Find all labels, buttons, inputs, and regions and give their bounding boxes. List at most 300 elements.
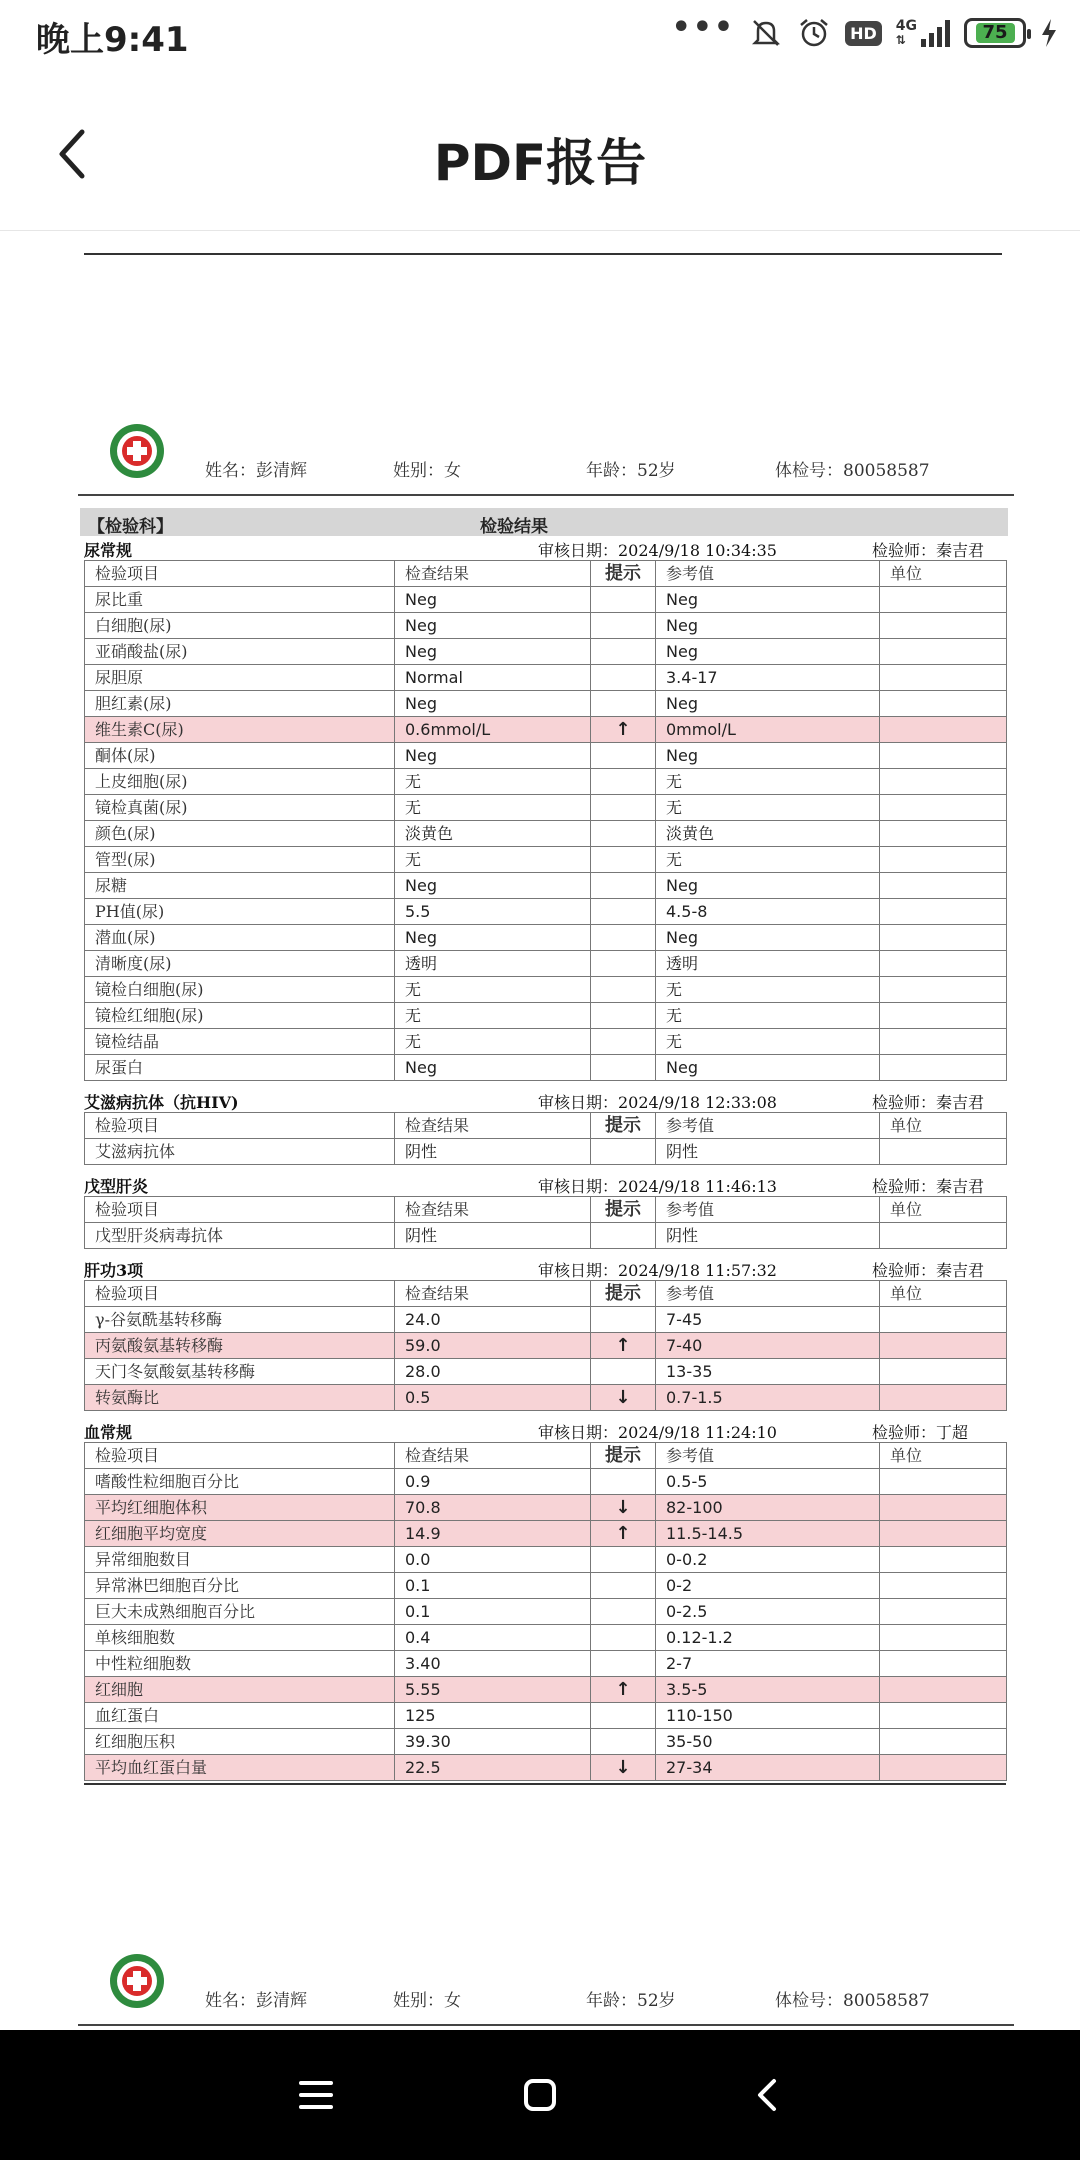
flag-cell bbox=[591, 665, 656, 691]
reference-cell: Neg bbox=[656, 587, 880, 613]
item-name-cell: 镜检结晶 bbox=[85, 1029, 395, 1055]
result-cell: 24.0 bbox=[395, 1307, 591, 1333]
technician: 检验师：秦吉君 bbox=[872, 1177, 985, 1196]
reference-cell: 阴性 bbox=[656, 1223, 880, 1249]
flag-cell bbox=[591, 1703, 656, 1729]
table-row bbox=[85, 1385, 1007, 1411]
unit-cell bbox=[880, 743, 1007, 769]
reference-cell: Neg bbox=[656, 639, 880, 665]
flag-cell bbox=[591, 639, 656, 665]
unit-cell bbox=[880, 925, 1007, 951]
patient-age: 年龄：52岁 bbox=[586, 461, 676, 481]
table-row bbox=[85, 1703, 1007, 1729]
result-cell: 22.5 bbox=[395, 1755, 591, 1781]
item-name-cell: 单核细胞数 bbox=[85, 1625, 395, 1651]
reference-cell: 阴性 bbox=[656, 1139, 880, 1165]
reference-cell: 0mmol/L bbox=[656, 717, 880, 743]
table-row bbox=[85, 1755, 1007, 1781]
table-row bbox=[85, 1573, 1007, 1599]
unit-cell bbox=[880, 1625, 1007, 1651]
item-name-cell: 红细胞压积 bbox=[85, 1729, 395, 1755]
home-button[interactable] bbox=[510, 2065, 570, 2125]
unit-cell bbox=[880, 691, 1007, 717]
reference-cell: 11.5-14.5 bbox=[656, 1521, 880, 1547]
reference-cell: 0.7-1.5 bbox=[656, 1385, 880, 1411]
reference-cell: 3.5-5 bbox=[656, 1677, 880, 1703]
app-header bbox=[0, 66, 1080, 231]
reference-cell: 3.4-17 bbox=[656, 665, 880, 691]
flag-cell bbox=[591, 821, 656, 847]
column-header: 参考值 bbox=[656, 561, 880, 587]
unit-cell bbox=[880, 1469, 1007, 1495]
item-name-cell: 尿胆原 bbox=[85, 665, 395, 691]
flag-cell bbox=[591, 691, 656, 717]
result-cell: 70.8 bbox=[395, 1495, 591, 1521]
home-square-icon bbox=[510, 2065, 570, 2125]
result-cell: Neg bbox=[395, 743, 591, 769]
results-table bbox=[84, 1196, 1007, 1249]
unit-cell bbox=[880, 1307, 1007, 1333]
battery-icon bbox=[964, 18, 1026, 48]
result-cell: 0.0 bbox=[395, 1547, 591, 1573]
unit-cell bbox=[880, 1139, 1007, 1165]
flag-cell: ↓ bbox=[591, 1755, 656, 1781]
table-row bbox=[85, 1625, 1007, 1651]
result-cell: 0.9 bbox=[395, 1469, 591, 1495]
item-name-cell: 天门冬氨酸氨基转移酶 bbox=[85, 1359, 395, 1385]
department-band bbox=[80, 508, 1008, 536]
reference-cell: 13-35 bbox=[656, 1359, 880, 1385]
column-header: 参考值 bbox=[656, 1113, 880, 1139]
column-header: 检查结果 bbox=[395, 1281, 591, 1307]
result-cell: 无 bbox=[395, 1003, 591, 1029]
results-table bbox=[84, 1112, 1007, 1165]
result-cell: 无 bbox=[395, 769, 591, 795]
section-title: 戊型肝炎 bbox=[84, 1177, 149, 1196]
table-header-row bbox=[85, 1113, 1007, 1139]
item-name-cell: 颜色(尿) bbox=[85, 821, 395, 847]
unit-cell bbox=[880, 587, 1007, 613]
result-cell: 5.5 bbox=[395, 899, 591, 925]
item-name-cell: PH值(尿) bbox=[85, 899, 395, 925]
table-row bbox=[85, 1599, 1007, 1625]
flag-cell bbox=[591, 795, 656, 821]
flag-cell bbox=[591, 1469, 656, 1495]
table-row bbox=[85, 587, 1007, 613]
item-name-cell: 镜检真菌(尿) bbox=[85, 795, 395, 821]
flag-cell bbox=[591, 613, 656, 639]
unit-cell bbox=[880, 1029, 1007, 1055]
item-name-cell: 戊型肝炎病毒抗体 bbox=[85, 1223, 395, 1249]
table-row bbox=[85, 899, 1007, 925]
item-name-cell: 巨大未成熟细胞百分比 bbox=[85, 1599, 395, 1625]
pdf-report-view[interactable] bbox=[0, 231, 1080, 2030]
unit-cell bbox=[880, 951, 1007, 977]
table-row bbox=[85, 1359, 1007, 1385]
patient-age: 年龄：52岁 bbox=[586, 1991, 676, 2011]
reference-cell: 无 bbox=[656, 847, 880, 873]
flag-cell: ↑ bbox=[591, 1333, 656, 1359]
flag-cell bbox=[591, 1359, 656, 1385]
unit-cell bbox=[880, 1223, 1007, 1249]
reference-cell: 4.5-8 bbox=[656, 899, 880, 925]
reference-cell: Neg bbox=[656, 925, 880, 951]
patient-name: 姓名：彭清辉 bbox=[205, 1991, 307, 2011]
mute-icon bbox=[749, 16, 783, 50]
patient-info-bar-next-page bbox=[78, 1946, 1014, 2026]
item-name-cell: 上皮细胞(尿) bbox=[85, 769, 395, 795]
result-cell: 无 bbox=[395, 1029, 591, 1055]
item-name-cell: 管型(尿) bbox=[85, 847, 395, 873]
item-name-cell: 平均血红蛋白量 bbox=[85, 1755, 395, 1781]
flag-cell bbox=[591, 873, 656, 899]
result-cell: 39.30 bbox=[395, 1729, 591, 1755]
table-row bbox=[85, 873, 1007, 899]
flag-cell bbox=[591, 1003, 656, 1029]
column-header: 提示 bbox=[591, 1113, 656, 1139]
column-header: 提示 bbox=[591, 561, 656, 587]
result-cell: 0.1 bbox=[395, 1573, 591, 1599]
reference-cell: 0-2 bbox=[656, 1573, 880, 1599]
table-row bbox=[85, 1651, 1007, 1677]
unit-cell bbox=[880, 977, 1007, 1003]
table-row bbox=[85, 691, 1007, 717]
hospital-logo-icon bbox=[108, 422, 166, 480]
table-row bbox=[85, 1729, 1007, 1755]
unit-cell bbox=[880, 1495, 1007, 1521]
table-row bbox=[85, 847, 1007, 873]
reference-cell: 无 bbox=[656, 769, 880, 795]
flag-cell bbox=[591, 1055, 656, 1081]
unit-cell bbox=[880, 717, 1007, 743]
reference-cell: 无 bbox=[656, 1029, 880, 1055]
item-name-cell: 平均红细胞体积 bbox=[85, 1495, 395, 1521]
unit-cell bbox=[880, 1573, 1007, 1599]
item-name-cell: 亚硝酸盐(尿) bbox=[85, 639, 395, 665]
result-cell: 28.0 bbox=[395, 1359, 591, 1385]
item-name-cell: 镜检白细胞(尿) bbox=[85, 977, 395, 1003]
unit-cell bbox=[880, 873, 1007, 899]
patient-info-bar bbox=[78, 416, 1014, 496]
flag-cell bbox=[591, 1547, 656, 1573]
result-cell: 0.6mmol/L bbox=[395, 717, 591, 743]
results-table bbox=[84, 1280, 1007, 1411]
review-date: 审核日期：2024/9/18 12:33:08 bbox=[538, 1093, 777, 1112]
flag-cell bbox=[591, 1139, 656, 1165]
flag-cell bbox=[591, 1029, 656, 1055]
technician: 检验师：秦吉君 bbox=[872, 1093, 985, 1112]
result-cell: 无 bbox=[395, 795, 591, 821]
flag-cell bbox=[591, 977, 656, 1003]
reference-cell: 0.5-5 bbox=[656, 1469, 880, 1495]
section-title: 艾滋病抗体（抗HIV) bbox=[84, 1093, 239, 1112]
section-title: 血常规 bbox=[84, 1423, 133, 1442]
section-title: 肝功3项 bbox=[84, 1261, 144, 1280]
exam-number: 体检号：80058587 bbox=[775, 1991, 930, 2011]
item-name-cell: 胆红素(尿) bbox=[85, 691, 395, 717]
nav-back-button[interactable] bbox=[738, 2065, 798, 2125]
column-header: 检查结果 bbox=[395, 1443, 591, 1469]
page-title: PDF报告 bbox=[433, 134, 647, 192]
unit-cell bbox=[880, 1755, 1007, 1781]
item-name-cell: 维生素C(尿) bbox=[85, 717, 395, 743]
flag-cell bbox=[591, 1307, 656, 1333]
table-row bbox=[85, 821, 1007, 847]
results-title: 检验结果 bbox=[480, 517, 548, 537]
reference-cell: 透明 bbox=[656, 951, 880, 977]
item-name-cell: 潜血(尿) bbox=[85, 925, 395, 951]
result-cell: Normal bbox=[395, 665, 591, 691]
unit-cell bbox=[880, 1003, 1007, 1029]
table-header-row bbox=[85, 1197, 1007, 1223]
status-icons bbox=[671, 10, 1058, 52]
table-row bbox=[85, 639, 1007, 665]
item-name-cell: 艾滋病抗体 bbox=[85, 1139, 395, 1165]
item-name-cell: 红细胞 bbox=[85, 1677, 395, 1703]
patient-gender: 姓别：女 bbox=[393, 1991, 461, 2011]
item-name-cell: 尿糖 bbox=[85, 873, 395, 899]
table-row bbox=[85, 925, 1007, 951]
flag-cell bbox=[591, 587, 656, 613]
table-row bbox=[85, 1029, 1007, 1055]
unit-cell bbox=[880, 665, 1007, 691]
unit-cell bbox=[880, 1703, 1007, 1729]
column-header: 单位 bbox=[880, 1113, 1007, 1139]
reference-cell: Neg bbox=[656, 873, 880, 899]
unit-cell bbox=[880, 1055, 1007, 1081]
menu-icon bbox=[286, 2065, 346, 2125]
result-cell: 淡黄色 bbox=[395, 821, 591, 847]
review-date: 审核日期：2024/9/18 11:24:10 bbox=[538, 1423, 777, 1442]
unit-cell bbox=[880, 1599, 1007, 1625]
status-time: 晚上9:41 bbox=[36, 20, 189, 60]
flag-cell: ↑ bbox=[591, 1677, 656, 1703]
result-cell: 5.55 bbox=[395, 1677, 591, 1703]
unit-cell bbox=[880, 1547, 1007, 1573]
item-name-cell: 白细胞(尿) bbox=[85, 613, 395, 639]
reference-cell: Neg bbox=[656, 1055, 880, 1081]
result-cell: 透明 bbox=[395, 951, 591, 977]
results-table bbox=[84, 560, 1007, 1081]
table-row bbox=[85, 1677, 1007, 1703]
column-header: 单位 bbox=[880, 1443, 1007, 1469]
menu-button[interactable] bbox=[286, 2065, 346, 2125]
results-table bbox=[84, 1442, 1007, 1781]
reference-cell: 0.12-1.2 bbox=[656, 1625, 880, 1651]
table-row bbox=[85, 1139, 1007, 1165]
flag-cell bbox=[591, 951, 656, 977]
review-date: 审核日期：2024/9/18 11:46:13 bbox=[538, 1177, 777, 1196]
result-cell: 3.40 bbox=[395, 1651, 591, 1677]
column-header: 检查结果 bbox=[395, 1113, 591, 1139]
table-row bbox=[85, 977, 1007, 1003]
reference-cell: 无 bbox=[656, 795, 880, 821]
result-cell: Neg bbox=[395, 639, 591, 665]
result-cell: 无 bbox=[395, 977, 591, 1003]
item-name-cell: 尿蛋白 bbox=[85, 1055, 395, 1081]
result-cell: Neg bbox=[395, 873, 591, 899]
charging-icon bbox=[1040, 18, 1058, 48]
reference-cell: 2-7 bbox=[656, 1651, 880, 1677]
reference-cell: 0-2.5 bbox=[656, 1599, 880, 1625]
flag-cell bbox=[591, 769, 656, 795]
system-nav-bar bbox=[0, 2030, 1080, 2160]
result-cell: Neg bbox=[395, 691, 591, 717]
item-name-cell: 丙氨酸氨基转移酶 bbox=[85, 1333, 395, 1359]
reference-cell: Neg bbox=[656, 613, 880, 639]
item-name-cell: γ-谷氨酰基转移酶 bbox=[85, 1307, 395, 1333]
table-row bbox=[85, 795, 1007, 821]
column-header: 提示 bbox=[591, 1197, 656, 1223]
reference-cell: 7-40 bbox=[656, 1333, 880, 1359]
item-name-cell: 镜检红细胞(尿) bbox=[85, 1003, 395, 1029]
review-date: 审核日期：2024/9/18 11:57:32 bbox=[538, 1261, 777, 1280]
item-name-cell: 中性粒细胞数 bbox=[85, 1651, 395, 1677]
flag-cell bbox=[591, 899, 656, 925]
table-row bbox=[85, 1055, 1007, 1081]
result-cell: 0.5 bbox=[395, 1385, 591, 1411]
table-row bbox=[85, 1495, 1007, 1521]
technician: 检验师：秦吉君 bbox=[872, 1261, 985, 1280]
hd-icon: HD bbox=[845, 21, 882, 46]
flag-cell bbox=[591, 847, 656, 873]
battery-percent: 75 bbox=[982, 22, 1008, 43]
page-bottom-rule bbox=[84, 1783, 1006, 1785]
result-cell: Neg bbox=[395, 1055, 591, 1081]
column-header: 参考值 bbox=[656, 1281, 880, 1307]
technician: 检验师：秦吉君 bbox=[872, 541, 985, 560]
exam-number: 体检号：80058587 bbox=[775, 461, 930, 481]
unit-cell bbox=[880, 1651, 1007, 1677]
flag-cell: ↑ bbox=[591, 1521, 656, 1547]
result-cell: Neg bbox=[395, 925, 591, 951]
result-cell: Neg bbox=[395, 613, 591, 639]
reference-cell: 27-34 bbox=[656, 1755, 880, 1781]
review-date: 审核日期：2024/9/18 10:34:35 bbox=[538, 541, 777, 560]
unit-cell bbox=[880, 769, 1007, 795]
unit-cell bbox=[880, 1729, 1007, 1755]
network-label: 4G bbox=[895, 18, 917, 34]
reference-cell: 35-50 bbox=[656, 1729, 880, 1755]
table-row bbox=[85, 1469, 1007, 1495]
unit-cell bbox=[880, 613, 1007, 639]
table-header-row bbox=[85, 561, 1007, 587]
unit-cell bbox=[880, 847, 1007, 873]
table-row bbox=[85, 613, 1007, 639]
department-label: 【检验科】 bbox=[88, 517, 173, 537]
reference-cell: Neg bbox=[656, 743, 880, 769]
item-name-cell: 血红蛋白 bbox=[85, 1703, 395, 1729]
result-cell: 14.9 bbox=[395, 1521, 591, 1547]
flag-cell bbox=[591, 1625, 656, 1651]
column-header: 检验项目 bbox=[85, 1443, 395, 1469]
unit-cell bbox=[880, 821, 1007, 847]
table-row bbox=[85, 1547, 1007, 1573]
patient-gender: 姓别：女 bbox=[393, 461, 461, 481]
patient-name: 姓名：彭清辉 bbox=[205, 461, 307, 481]
reference-cell: 淡黄色 bbox=[656, 821, 880, 847]
flag-cell bbox=[591, 1223, 656, 1249]
flag-cell bbox=[591, 1573, 656, 1599]
result-cell: 0.1 bbox=[395, 1599, 591, 1625]
reference-cell: Neg bbox=[656, 691, 880, 717]
item-name-cell: 异常淋巴细胞百分比 bbox=[85, 1573, 395, 1599]
column-header: 检验项目 bbox=[85, 561, 395, 587]
technician: 检验师：丁超 bbox=[872, 1423, 969, 1442]
reference-cell: 0-0.2 bbox=[656, 1547, 880, 1573]
reference-cell: 7-45 bbox=[656, 1307, 880, 1333]
column-header: 单位 bbox=[880, 1281, 1007, 1307]
table-row bbox=[85, 717, 1007, 743]
column-header: 提示 bbox=[591, 1443, 656, 1469]
result-cell: 59.0 bbox=[395, 1333, 591, 1359]
column-header: 检查结果 bbox=[395, 561, 591, 587]
item-name-cell: 转氨酶比 bbox=[85, 1385, 395, 1411]
column-header: 参考值 bbox=[656, 1443, 880, 1469]
column-header: 单位 bbox=[880, 1197, 1007, 1223]
unit-cell bbox=[880, 639, 1007, 665]
result-cell: 无 bbox=[395, 847, 591, 873]
flag-cell: ↓ bbox=[591, 1495, 656, 1521]
reference-cell: 无 bbox=[656, 977, 880, 1003]
table-header-row bbox=[85, 1443, 1007, 1469]
column-header: 提示 bbox=[591, 1281, 656, 1307]
flag-cell bbox=[591, 743, 656, 769]
item-name-cell: 异常细胞数目 bbox=[85, 1547, 395, 1573]
table-row bbox=[85, 1003, 1007, 1029]
result-cell: 阴性 bbox=[395, 1139, 591, 1165]
more-dots-icon: ••• bbox=[671, 10, 736, 45]
alarm-icon bbox=[797, 16, 831, 50]
flag-cell bbox=[591, 925, 656, 951]
table-row bbox=[85, 743, 1007, 769]
flag-cell: ↑ bbox=[591, 717, 656, 743]
unit-cell bbox=[880, 795, 1007, 821]
table-header-row bbox=[85, 1281, 1007, 1307]
table-row bbox=[85, 951, 1007, 977]
back-chevron-icon bbox=[738, 2065, 798, 2125]
column-header: 检查结果 bbox=[395, 1197, 591, 1223]
unit-cell bbox=[880, 1385, 1007, 1411]
column-header: 检验项目 bbox=[85, 1197, 395, 1223]
flag-cell bbox=[591, 1729, 656, 1755]
column-header: 检验项目 bbox=[85, 1281, 395, 1307]
page-top-rule bbox=[84, 253, 1002, 255]
column-header: 单位 bbox=[880, 561, 1007, 587]
hospital-logo-icon bbox=[108, 1952, 166, 2010]
unit-cell bbox=[880, 1677, 1007, 1703]
flag-cell bbox=[591, 1599, 656, 1625]
signal-icon: 4G ⇅ bbox=[896, 19, 950, 47]
flag-cell bbox=[591, 1651, 656, 1677]
table-row bbox=[85, 1223, 1007, 1249]
section-title: 尿常规 bbox=[84, 541, 133, 560]
table-row bbox=[85, 769, 1007, 795]
item-name-cell: 清晰度(尿) bbox=[85, 951, 395, 977]
unit-cell bbox=[880, 899, 1007, 925]
item-name-cell: 尿比重 bbox=[85, 587, 395, 613]
result-cell: Neg bbox=[395, 587, 591, 613]
item-name-cell: 嗜酸性粒细胞百分比 bbox=[85, 1469, 395, 1495]
table-row bbox=[85, 665, 1007, 691]
item-name-cell: 酮体(尿) bbox=[85, 743, 395, 769]
table-row bbox=[85, 1333, 1007, 1359]
flag-cell: ↓ bbox=[591, 1385, 656, 1411]
unit-cell bbox=[880, 1333, 1007, 1359]
table-row bbox=[85, 1521, 1007, 1547]
status-bar bbox=[0, 0, 1080, 66]
result-cell: 0.4 bbox=[395, 1625, 591, 1651]
